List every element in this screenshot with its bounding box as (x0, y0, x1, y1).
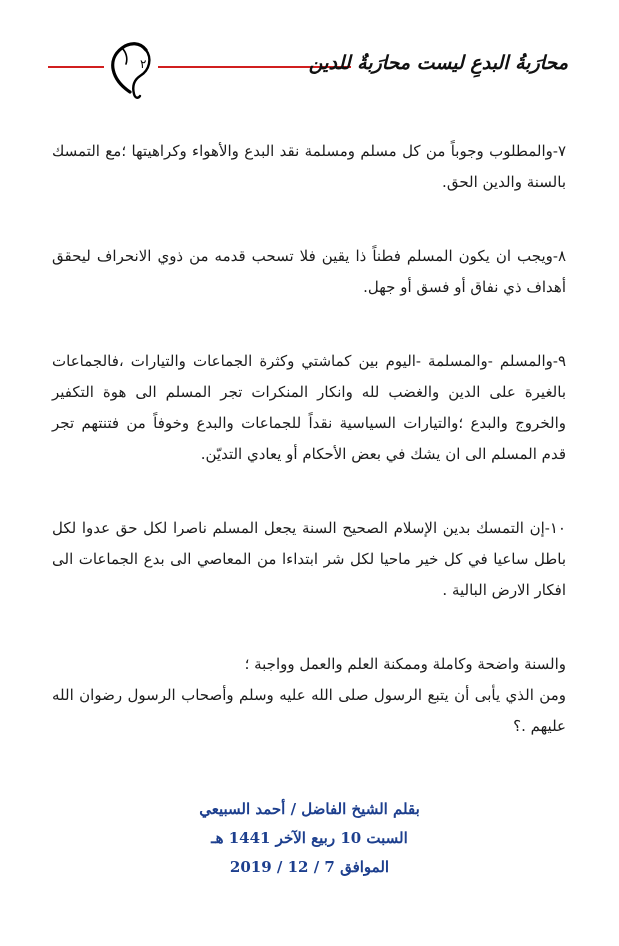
header-divider-left (48, 66, 104, 68)
page-title: محارَبةُ البدعِ ليست محارَبةٌ للدين (308, 52, 568, 74)
gregorian-date: الموافق 7 / 12 / 2019 (229, 858, 390, 876)
hijri-date: السبت 10 ربيع الآخر 1441 هـ (211, 829, 408, 847)
closing-statement (52, 649, 566, 742)
paragraph-7: ٧-والمطلوب وجوباً من كل مسلم ومسلمة نقد البدع والأهواء وكراهيتها ؛مع التمسك بالسنة والدين الحق. (52, 142, 566, 191)
paragraph-9: ٩-والمسلم -والمسلمة -اليوم بين كماشتي وكثرة الجماعات والتيارات ،فالجماعات بالغيرة على الدين والغضب لله وانكار المنكرات تجر المسلم الى هوة التكفير والخروج والبدع ؛والتيارات السياسية نقداً للجماعات والبدع وخوفاً من فتنتهم تجر قدم المسلم الى ان يشك في بعض الأحكام أو يعادي التديّن. (52, 352, 566, 463)
paragraph-8: ٨-ويجب ان يكون المسلم فطناً ذا يقين فلا تسحب قدمه من ذوي الانحراف ليحقق أهداف ذي نفاق أو فسق أو جهل. (52, 247, 566, 296)
page-header (0, 30, 619, 110)
closing-line-2: ومن الذي يأبى أن يتبع الرسول صلى الله عليه وسلم وأصحاب الرسول رضوان الله عليهم .؟ (52, 686, 566, 735)
svg-text:٢: ٢ (140, 57, 147, 71)
signature-block (0, 795, 619, 882)
author-line: بقلم الشيخ الفاضل / أحمد السبيعي (199, 800, 420, 818)
calligraphy-logo-icon (100, 30, 164, 102)
article-body (52, 136, 566, 742)
paragraph-10: ١٠-إن التمسك بدين الإسلام الصحيح السنة يجعل المسلم ناصرا لكل حق عدوا لكل باطل ساعيا في كل خير ماحيا لكل شر ابتداءا من المعاصي الى بدع الجماعات الى افكار الارض البالية . (52, 519, 566, 599)
closing-line-1: والسنة واضحة وكاملة وممكنة العلم والعمل وواجبة ؛ (244, 655, 566, 673)
